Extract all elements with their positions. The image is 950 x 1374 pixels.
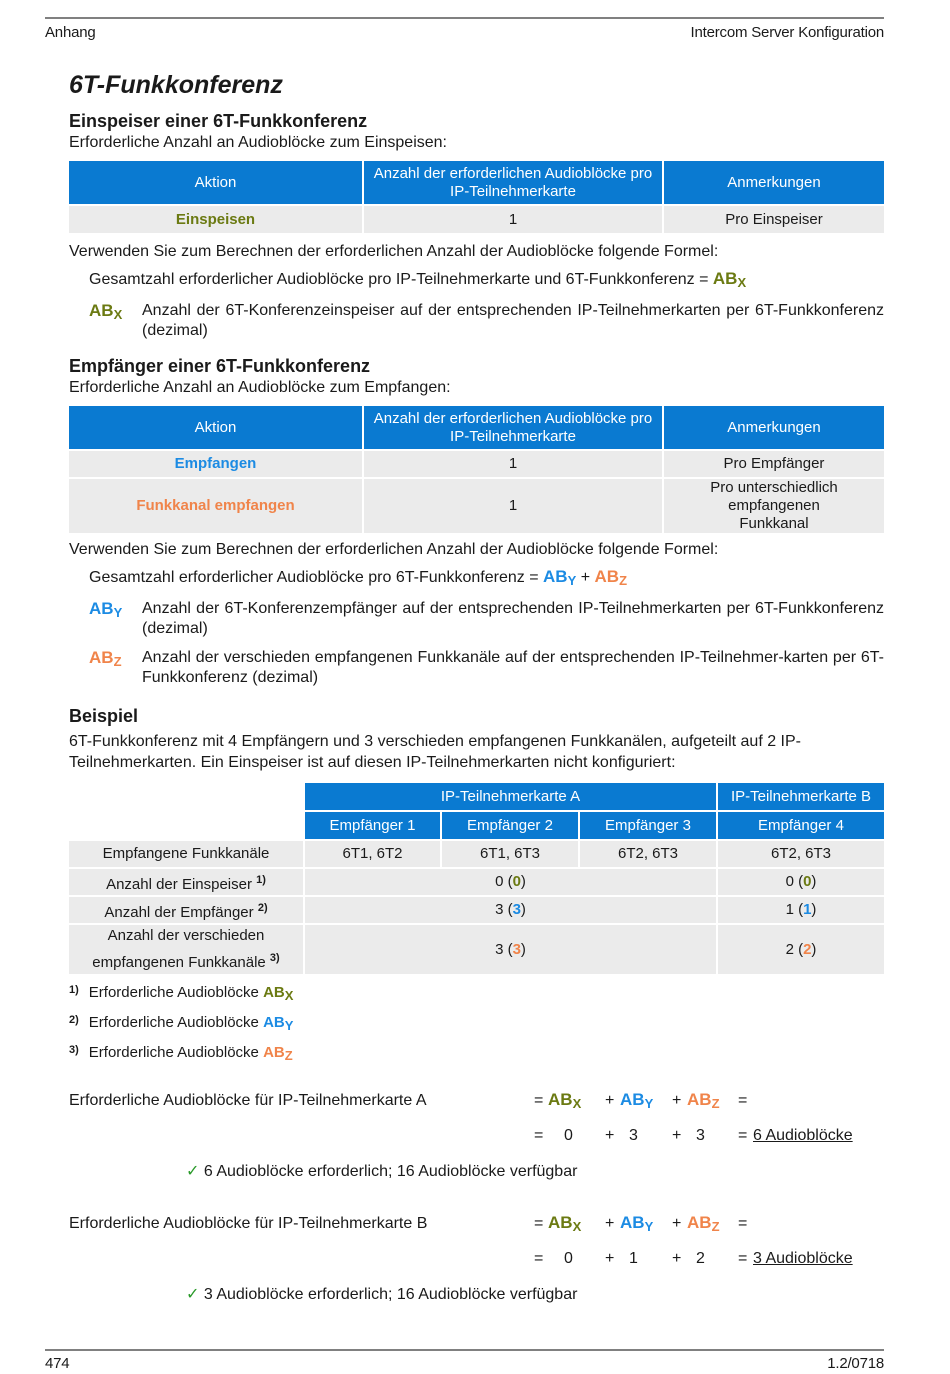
col-count: Anzahl der erforderlichen Audioblöcke pro IP-Teilnehmerkarte [363, 406, 663, 450]
formula-text: Gesamtzahl erforderlicher Audioblöcke pro IP-Teilnehmerkarte und 6T-Funkkonferenz = [89, 271, 709, 288]
plus-sign: + [605, 1127, 615, 1144]
calc-label: Erforderliche Audioblöcke für IP-Teilnehmerkarte B [69, 1215, 428, 1232]
ab-y-symbol: $AB_Y$ [620, 1090, 654, 1111]
col-notes: Anmerkungen [663, 406, 884, 450]
feeder-formula [89, 268, 884, 294]
action-cell: Einspeisen [69, 205, 363, 233]
def-text: Anzahl der verschieden empfangenen Funkkanäle auf der entsprechenden IP-Teilnehmer-karten per 6T-Funkkonferenz (dezimal) [142, 649, 884, 686]
table-row [69, 478, 884, 533]
def-text: Anzahl der 6T-Konferenzempfänger auf der entsprechenden IP-Teilnehmerkarten per 6T-Funkkonferenz (dezimal) [142, 600, 884, 637]
page-number: 474 [45, 1355, 70, 1372]
table-row [69, 840, 884, 868]
feeder-heading: Einspeiser einer 6T-Funkkonferenz [69, 111, 368, 131]
footnote-3: $^{3)}$ Erforderliche Audioblöcke $AB_Z$ [69, 1044, 293, 1063]
table-row [69, 896, 884, 924]
value-x: 0 [564, 1127, 573, 1144]
check-icon: ✓ [186, 1286, 200, 1303]
footnote-2: $^{2)}$ Erforderliche Audioblöcke $AB_Y$ [69, 1014, 294, 1033]
row-label: Anzahl der verschieden empfangenen Funkkanäle $^{3)}$ [69, 924, 304, 974]
row-label: Anzahl der Einspeiser $^{1)}$ [69, 868, 304, 896]
check-card-b: ✓ 3 Audioblöcke erforderlich; 16 Audioblöcke verfügbar [186, 1286, 578, 1303]
value-cell: 1 (1) [717, 896, 884, 924]
receiver-2-header: Empfänger 2 [441, 811, 579, 840]
count-cell: 1 [363, 478, 663, 533]
plus-sign: + [605, 1250, 615, 1267]
page-content [69, 70, 884, 1306]
count-cell: 1 [363, 450, 663, 478]
footer-rule [45, 1349, 884, 1351]
value-cell: 3 (3) [304, 896, 717, 924]
value-z: 3 [696, 1127, 705, 1144]
page-title: 6T-Funkkonferenz [69, 71, 283, 99]
equals-sign: = [534, 1092, 544, 1109]
formula-text: Gesamtzahl erforderlicher Audioblöcke pro 6T-Funkkonferenz = [89, 569, 539, 586]
receiver-1-header: Empfänger 1 [304, 811, 441, 840]
equals-sign: = [534, 1127, 544, 1144]
equals-sign: = [738, 1215, 748, 1232]
example-heading: Beispiel [69, 706, 139, 726]
header-rule [45, 17, 884, 19]
feeder-table [69, 161, 884, 233]
table-row [69, 205, 884, 233]
receiver-3-header: Empfänger 3 [579, 811, 717, 840]
feeder-formula-intro: Verwenden Sie zum Berechnen der erforderlichen Anzahl der Audioblöcke folgende Formel: [69, 243, 719, 260]
col-notes: Anmerkungen [663, 161, 884, 205]
check-icon: ✓ [186, 1163, 200, 1180]
ab-x-symbol: $AB_X$ [548, 1090, 582, 1111]
card-b-header: IP-Teilnehmerkarte B [717, 783, 884, 811]
receiver-formula-intro: Verwenden Sie zum Berechnen der erforderlichen Anzahl der Audioblöcke folgende Formel: [69, 541, 719, 558]
ab-y-label: $AB_Y$ [89, 599, 123, 620]
plus-sign: + [672, 1215, 682, 1232]
def-ab-z [89, 648, 884, 688]
receiver-heading: Empfänger einer 6T-Funkkonferenz [69, 356, 371, 376]
equals-sign: = [534, 1250, 544, 1267]
note-cell: Pro unterschiedlich empfangenen Funkkanal [663, 478, 884, 533]
card-a-header: IP-Teilnehmerkarte A [304, 783, 717, 811]
receiver-intro: Erforderliche Anzahl an Audioblöcke zum Empfangen: [69, 379, 451, 396]
def-ab-x [89, 301, 884, 341]
empty-corner [69, 811, 304, 840]
example-intro: 6T-Funkkonferenz mit 4 Empfängern und 3 verschieden empfangenen Funkkanälen, aufgeteilt auf 2 IP-Teilnehmerkarten. Ein Einspeiser ist auf diesen IP-Teilnehmerkarten nicht konfiguriert: [69, 733, 801, 771]
count-cell: 1 [363, 205, 663, 233]
equals-sign: = [738, 1092, 748, 1109]
footnote-1: $^{1)}$ Erforderliche Audioblöcke $AB_X$ [69, 984, 294, 1003]
receiver-table [69, 406, 884, 533]
empty-corner [69, 783, 304, 811]
calc-label: Erforderliche Audioblöcke für IP-Teilnehmerkarte A [69, 1092, 427, 1109]
value-cell: 6T1, 6T2 [304, 840, 441, 868]
feeder-intro: Erforderliche Anzahl an Audioblöcke zum Einspeisen: [69, 134, 447, 151]
action-cell: Funkkanal empfangen [69, 478, 363, 533]
plus-sign: + [672, 1092, 682, 1109]
footnotes [69, 978, 884, 1068]
calc-card-b [69, 1215, 884, 1279]
note-cell: Pro Einspeiser [663, 205, 884, 233]
value-cell: 3 (3) [304, 924, 717, 974]
def-text: Anzahl der 6T-Konferenzeinspeiser auf der entsprechenden IP-Teilnehmerkarten per 6T-Funkkonferenz (dezimal) [142, 302, 884, 339]
ab-x-label: $AB_X$ [89, 301, 123, 322]
calc-card-a [69, 1092, 884, 1156]
calc-result: 3 Audioblöcke [753, 1250, 853, 1267]
equals-sign: = [534, 1215, 544, 1232]
example-table [69, 782, 884, 974]
value-cell: 6T1, 6T3 [441, 840, 579, 868]
value-cell: 6T2, 6T3 [579, 840, 717, 868]
value-z: 2 [696, 1250, 705, 1267]
plus-sign: + [605, 1215, 615, 1232]
plus-sign: + [605, 1092, 615, 1109]
plus-sign: + [580, 569, 591, 586]
calc-result: 6 Audioblöcke [753, 1127, 853, 1144]
equals-sign: = [738, 1250, 748, 1267]
def-ab-y [89, 599, 884, 639]
ab-z-label: $AB_Z$ [89, 648, 122, 669]
ab-y-symbol: $AB_Y$ [620, 1213, 654, 1234]
plus-sign: + [672, 1127, 682, 1144]
value-cell: 0 (0) [717, 868, 884, 896]
ab-y-symbol: $AB_Y$ [543, 567, 577, 588]
ab-x-symbol: $AB_X$ [712, 269, 747, 290]
version: 1.2/0718 [827, 1355, 884, 1372]
col-action: Aktion [69, 406, 363, 450]
ab-x-symbol: $AB_X$ [548, 1213, 582, 1234]
row-label: Anzahl der Empfänger $^{2)}$ [69, 896, 304, 924]
value-y: 3 [629, 1127, 638, 1144]
check-card-a: ✓ 6 Audioblöcke erforderlich; 16 Audioblöcke verfügbar [186, 1163, 578, 1180]
receiver-4-header: Empfänger 4 [717, 811, 884, 840]
table-row [69, 868, 884, 896]
plus-sign: + [672, 1250, 682, 1267]
table-row [69, 450, 884, 478]
col-count: Anzahl der erforderlichen Audioblöcke pro IP-Teilnehmerkarte [363, 161, 663, 205]
table-row [69, 924, 884, 974]
ab-z-symbol: $AB_Z$ [687, 1213, 720, 1234]
row-label: Empfangene Funkkanäle [69, 840, 304, 868]
note-cell: Pro Empfänger [663, 450, 884, 478]
value-cell: 2 (2) [717, 924, 884, 974]
header-right: Intercom Server Konfiguration [690, 24, 884, 41]
receiver-formula [89, 566, 884, 592]
value-cell: 6T2, 6T3 [717, 840, 884, 868]
equals-sign: = [738, 1127, 748, 1144]
ab-z-symbol: $AB_Z$ [594, 567, 628, 588]
action-cell: Empfangen [69, 450, 363, 478]
value-cell: 0 (0) [304, 868, 717, 896]
col-action: Aktion [69, 161, 363, 205]
ab-z-symbol: $AB_Z$ [687, 1090, 720, 1111]
header-left: Anhang [45, 24, 96, 41]
value-y: 1 [629, 1250, 638, 1267]
value-x: 0 [564, 1250, 573, 1267]
